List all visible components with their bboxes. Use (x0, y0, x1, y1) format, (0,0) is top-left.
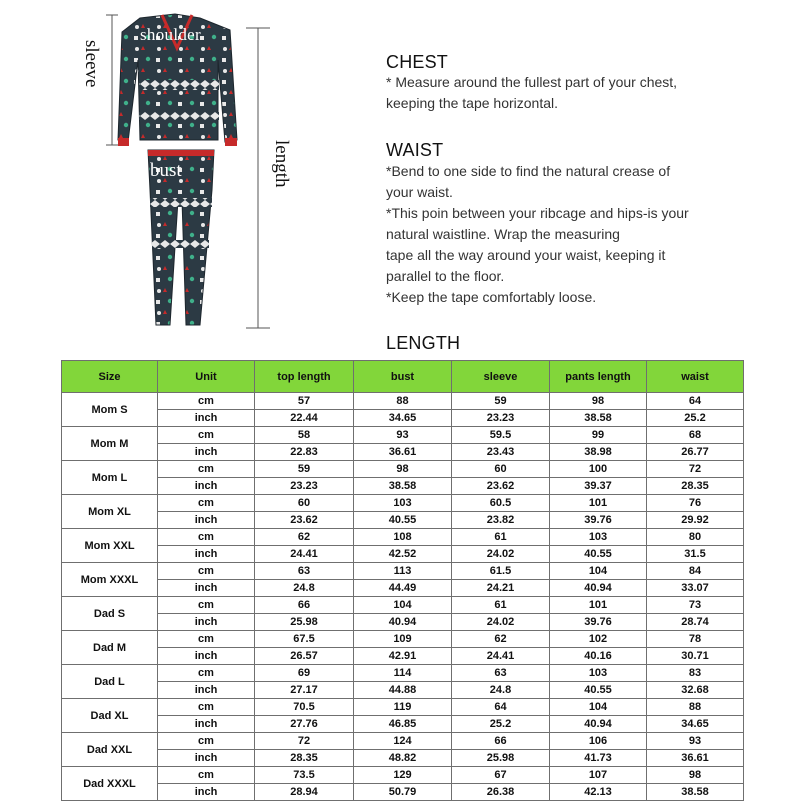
table-row (62, 580, 744, 597)
value-cell: 36.61 (354, 444, 452, 461)
unit-cell: inch (158, 750, 255, 767)
value-cell: 107 (550, 767, 647, 784)
value-cell: 100 (550, 461, 647, 478)
size-chart-table (61, 360, 744, 801)
table-row (62, 461, 744, 478)
value-cell: 24.41 (452, 648, 550, 665)
unit-cell: inch (158, 784, 255, 801)
value-cell: 60 (452, 461, 550, 478)
column-header: bust (354, 361, 452, 393)
value-cell: 27.17 (255, 682, 354, 699)
value-cell: 32.68 (647, 682, 744, 699)
unit-cell: cm (158, 733, 255, 750)
table-row (62, 733, 744, 750)
value-cell: 69 (255, 665, 354, 682)
value-cell: 31.5 (647, 546, 744, 563)
size-cell: Mom XXXL (62, 563, 158, 597)
size-cell: Dad S (62, 597, 158, 631)
value-cell: 72 (255, 733, 354, 750)
value-cell: 98 (354, 461, 452, 478)
value-cell: 23.62 (255, 512, 354, 529)
table-row (62, 648, 744, 665)
size-cell: Dad XXL (62, 733, 158, 767)
value-cell: 28.35 (255, 750, 354, 767)
size-cell: Dad M (62, 631, 158, 665)
value-cell: 60.5 (452, 495, 550, 512)
unit-cell: inch (158, 410, 255, 427)
value-cell: 33.07 (647, 580, 744, 597)
column-header: waist (647, 361, 744, 393)
value-cell: 98 (647, 767, 744, 784)
table-row (62, 767, 744, 784)
value-cell: 48.82 (354, 750, 452, 767)
value-cell: 113 (354, 563, 452, 580)
value-cell: 29.92 (647, 512, 744, 529)
value-cell: 42.91 (354, 648, 452, 665)
table-row (62, 682, 744, 699)
value-cell: 124 (354, 733, 452, 750)
value-cell: 24.8 (452, 682, 550, 699)
value-cell: 25.2 (647, 410, 744, 427)
value-cell: 63 (255, 563, 354, 580)
unit-cell: cm (158, 699, 255, 716)
value-cell: 42.13 (550, 784, 647, 801)
unit-cell: cm (158, 563, 255, 580)
table-row (62, 529, 744, 546)
value-cell: 109 (354, 631, 452, 648)
value-cell: 39.37 (550, 478, 647, 495)
instruction-line: * Measure around the fullest part of your chest, (386, 74, 678, 90)
size-cell: Mom S (62, 393, 158, 427)
chest-heading: CHEST (386, 52, 449, 72)
value-cell: 30.71 (647, 648, 744, 665)
unit-cell: inch (158, 614, 255, 631)
table-row (62, 750, 744, 767)
value-cell: 38.58 (647, 784, 744, 801)
value-cell: 61.5 (452, 563, 550, 580)
value-cell: 46.85 (354, 716, 452, 733)
table-row (62, 665, 744, 682)
column-header: top length (255, 361, 354, 393)
unit-cell: cm (158, 529, 255, 546)
table-row (62, 444, 744, 461)
value-cell: 22.83 (255, 444, 354, 461)
value-cell: 99 (550, 427, 647, 444)
value-cell: 88 (354, 393, 452, 410)
size-cell: Dad XXXL (62, 767, 158, 801)
value-cell: 40.55 (550, 682, 647, 699)
size-cell: Dad XL (62, 699, 158, 733)
unit-cell: inch (158, 682, 255, 699)
value-cell: 70.5 (255, 699, 354, 716)
value-cell: 36.61 (647, 750, 744, 767)
value-cell: 103 (354, 495, 452, 512)
value-cell: 66 (452, 733, 550, 750)
value-cell: 72 (647, 461, 744, 478)
bust-label: bust (150, 160, 182, 181)
value-cell: 57 (255, 393, 354, 410)
value-cell: 34.65 (354, 410, 452, 427)
value-cell: 38.58 (550, 410, 647, 427)
instruction-line: *Keep the tape comfortably loose. (386, 289, 597, 305)
value-cell: 25.98 (255, 614, 354, 631)
size-cell: Dad L (62, 665, 158, 699)
value-cell: 25.98 (452, 750, 550, 767)
table-row (62, 631, 744, 648)
value-cell: 44.88 (354, 682, 452, 699)
instruction-line: your waist. (386, 184, 453, 200)
value-cell: 40.94 (354, 614, 452, 631)
value-cell: 59 (255, 461, 354, 478)
value-cell: 64 (647, 393, 744, 410)
value-cell: 34.65 (647, 716, 744, 733)
value-cell: 78 (647, 631, 744, 648)
value-cell: 23.43 (452, 444, 550, 461)
value-cell: 44.49 (354, 580, 452, 597)
value-cell: 129 (354, 767, 452, 784)
value-cell: 102 (550, 631, 647, 648)
table-row (62, 512, 744, 529)
value-cell: 23.23 (452, 410, 550, 427)
size-cell: Mom M (62, 427, 158, 461)
value-cell: 26.77 (647, 444, 744, 461)
column-header: Unit (158, 361, 255, 393)
unit-cell: cm (158, 461, 255, 478)
pajama-illustration (0, 0, 340, 345)
value-cell: 106 (550, 733, 647, 750)
unit-cell: cm (158, 767, 255, 784)
value-cell: 22.44 (255, 410, 354, 427)
value-cell: 103 (550, 529, 647, 546)
value-cell: 104 (354, 597, 452, 614)
value-cell: 27.76 (255, 716, 354, 733)
value-cell: 104 (550, 563, 647, 580)
value-cell: 108 (354, 529, 452, 546)
table-row (62, 614, 744, 631)
table-header-row (62, 361, 744, 393)
sleeve-label: sleeve (81, 40, 102, 88)
table-row (62, 427, 744, 444)
unit-cell: inch (158, 444, 255, 461)
sleeve-guide (106, 15, 118, 145)
shoulder-label: shoulder (140, 25, 201, 44)
value-cell: 23.62 (452, 478, 550, 495)
value-cell: 39.76 (550, 614, 647, 631)
value-cell: 60 (255, 495, 354, 512)
table-row (62, 784, 744, 801)
size-cell: Mom XL (62, 495, 158, 529)
value-cell: 104 (550, 699, 647, 716)
value-cell: 39.76 (550, 512, 647, 529)
value-cell: 40.94 (550, 580, 647, 597)
unit-cell: cm (158, 495, 255, 512)
value-cell: 67.5 (255, 631, 354, 648)
length-guide (246, 28, 270, 328)
table-row (62, 478, 744, 495)
instruction-line: natural waistline. Wrap the measuring (386, 226, 620, 242)
instruction-line: *This poin between your ribcage and hips-is your (386, 205, 689, 221)
value-cell: 80 (647, 529, 744, 546)
value-cell: 40.55 (550, 546, 647, 563)
value-cell: 88 (647, 699, 744, 716)
value-cell: 93 (354, 427, 452, 444)
column-header: Size (62, 361, 158, 393)
value-cell: 76 (647, 495, 744, 512)
length-label: length (271, 140, 292, 188)
chest-instructions (386, 72, 746, 114)
instruction-line: keeping the tape horizontal. (386, 95, 559, 111)
value-cell: 64 (452, 699, 550, 716)
value-cell: 61 (452, 597, 550, 614)
value-cell: 50.79 (354, 784, 452, 801)
value-cell: 23.82 (452, 512, 550, 529)
value-cell: 40.55 (354, 512, 452, 529)
unit-cell: inch (158, 648, 255, 665)
waist-instructions (386, 161, 766, 308)
table-row (62, 699, 744, 716)
value-cell: 73.5 (255, 767, 354, 784)
value-cell: 62 (255, 529, 354, 546)
unit-cell: cm (158, 427, 255, 444)
instruction-line: parallel to the floor. (386, 268, 505, 284)
value-cell: 68 (647, 427, 744, 444)
size-cell: Mom XXL (62, 529, 158, 563)
table-row (62, 563, 744, 580)
value-cell: 24.21 (452, 580, 550, 597)
unit-cell: cm (158, 597, 255, 614)
value-cell: 62 (452, 631, 550, 648)
value-cell: 59 (452, 393, 550, 410)
unit-cell: inch (158, 478, 255, 495)
value-cell: 103 (550, 665, 647, 682)
value-cell: 26.57 (255, 648, 354, 665)
waist-heading: WAIST (386, 140, 444, 160)
table-row (62, 716, 744, 733)
table-row (62, 495, 744, 512)
table-row (62, 393, 744, 410)
value-cell: 66 (255, 597, 354, 614)
column-header: pants length (550, 361, 647, 393)
value-cell: 38.58 (354, 478, 452, 495)
value-cell: 63 (452, 665, 550, 682)
table-row (62, 546, 744, 563)
unit-cell: inch (158, 546, 255, 563)
value-cell: 28.74 (647, 614, 744, 631)
value-cell: 83 (647, 665, 744, 682)
value-cell: 28.35 (647, 478, 744, 495)
value-cell: 41.73 (550, 750, 647, 767)
value-cell: 59.5 (452, 427, 550, 444)
value-cell: 93 (647, 733, 744, 750)
value-cell: 114 (354, 665, 452, 682)
value-cell: 101 (550, 495, 647, 512)
unit-cell: cm (158, 631, 255, 648)
unit-cell: cm (158, 393, 255, 410)
value-cell: 84 (647, 563, 744, 580)
value-cell: 42.52 (354, 546, 452, 563)
table-row (62, 410, 744, 427)
value-cell: 119 (354, 699, 452, 716)
value-cell: 67 (452, 767, 550, 784)
column-header: sleeve (452, 361, 550, 393)
value-cell: 24.02 (452, 546, 550, 563)
instruction-line: tape all the way around your waist, keeping it (386, 247, 666, 263)
unit-cell: cm (158, 665, 255, 682)
value-cell: 28.94 (255, 784, 354, 801)
value-cell: 101 (550, 597, 647, 614)
value-cell: 25.2 (452, 716, 550, 733)
unit-cell: inch (158, 716, 255, 733)
value-cell: 73 (647, 597, 744, 614)
table-body (62, 393, 744, 801)
table-row (62, 597, 744, 614)
value-cell: 38.98 (550, 444, 647, 461)
unit-cell: inch (158, 512, 255, 529)
unit-cell: inch (158, 580, 255, 597)
value-cell: 24.8 (255, 580, 354, 597)
length-heading: LENGTH (386, 333, 461, 353)
value-cell: 26.38 (452, 784, 550, 801)
value-cell: 58 (255, 427, 354, 444)
size-cell: Mom L (62, 461, 158, 495)
value-cell: 24.41 (255, 546, 354, 563)
instruction-line: *Bend to one side to find the natural crease of (386, 163, 671, 179)
value-cell: 98 (550, 393, 647, 410)
value-cell: 24.02 (452, 614, 550, 631)
value-cell: 40.16 (550, 648, 647, 665)
value-cell: 23.23 (255, 478, 354, 495)
value-cell: 40.94 (550, 716, 647, 733)
value-cell: 61 (452, 529, 550, 546)
